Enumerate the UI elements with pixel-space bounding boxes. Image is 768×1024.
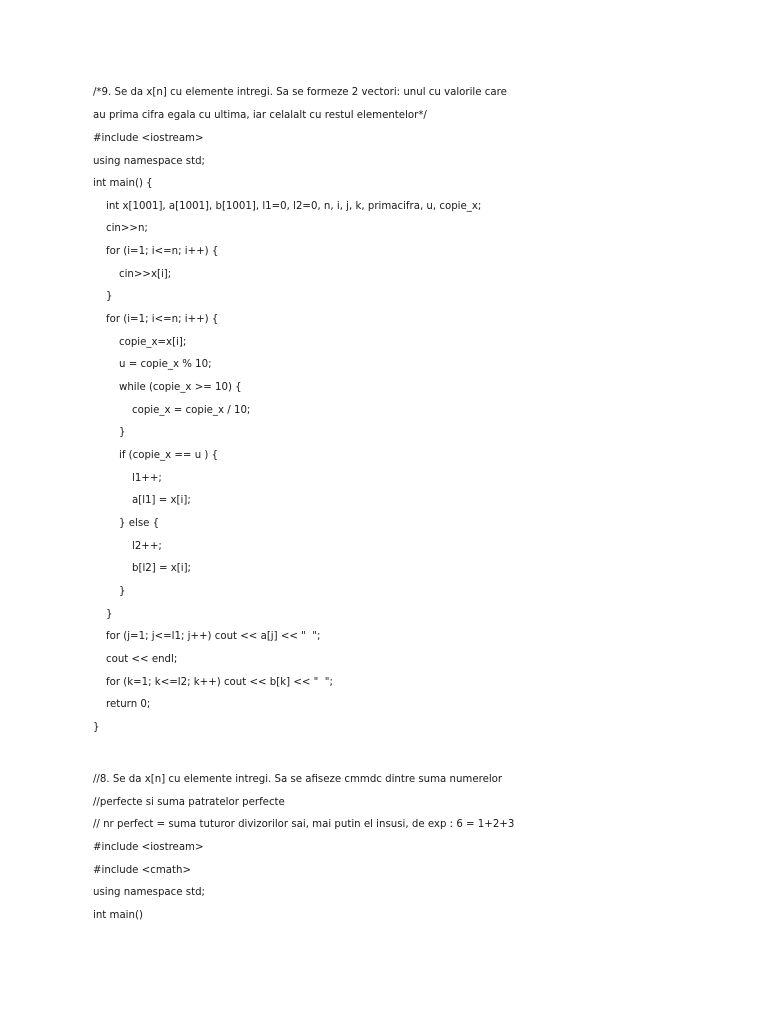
- code-line: cin>>x[i];: [119, 269, 172, 280]
- code-line: copie_x=x[i];: [119, 337, 187, 348]
- code-line: cin>>n;: [106, 223, 148, 234]
- code-line: au prima cifra egala cu ultima, iar celalalt cu restul elementelor*/: [93, 110, 427, 121]
- code-line: copie_x = copie_x / 10;: [132, 405, 251, 416]
- code-line: b[l2] = x[i];: [132, 563, 191, 574]
- code-line: using namespace std;: [93, 156, 205, 167]
- code-line: }: [106, 291, 113, 302]
- code-line: while (copie_x >= 10) {: [119, 382, 242, 393]
- code-line: for (i=1; i<=n; i++) {: [106, 246, 219, 257]
- code-line: /*9. Se da x[n] cu elemente intregi. Sa se formeze 2 vectori: unul cu valorile care: [93, 87, 507, 98]
- code-line: int x[1001], a[1001], b[1001], l1=0, l2=0, n, i, j, k, primacifra, u, copie_x;: [106, 201, 482, 212]
- code-line: return 0;: [106, 699, 151, 710]
- code-line: }: [119, 427, 126, 438]
- code-line: //perfecte si suma patratelor perfecte: [93, 797, 285, 808]
- code-line: //8. Se da x[n] cu elemente intregi. Sa se afiseze cmmdc dintre suma numerelor: [93, 774, 503, 785]
- code-line: int main(): [93, 910, 143, 921]
- code-line: }: [119, 586, 126, 597]
- code-line: l1++;: [132, 473, 162, 484]
- code-line: int main() {: [93, 178, 153, 189]
- code-line: for (k=1; k<=l2; k++) cout << b[k] << " ";: [106, 677, 333, 688]
- code-line: for (j=1; j<=l1; j++) cout << a[j] << " ";: [106, 631, 321, 642]
- code-line: }: [93, 722, 100, 733]
- code-line: u = copie_x % 10;: [119, 359, 212, 370]
- code-line: cout << endl;: [106, 654, 178, 665]
- code-line: #include <iostream>: [93, 842, 204, 853]
- code-line: } else {: [119, 518, 160, 529]
- code-line: }: [106, 609, 113, 620]
- code-line: // nr perfect = suma tuturor divizorilor sai, mai putin el insusi, de exp : 6 = 1+2+3: [93, 819, 515, 830]
- code-line: l2++;: [132, 541, 162, 552]
- code-line: for (i=1; i<=n; i++) {: [106, 314, 219, 325]
- code-line: a[l1] = x[i];: [132, 495, 191, 506]
- code-line: #include <iostream>: [93, 133, 204, 144]
- code-line: #include <cmath>: [93, 865, 191, 876]
- code-line: using namespace std;: [93, 887, 205, 898]
- code-line: if (copie_x == u ) {: [119, 450, 219, 461]
